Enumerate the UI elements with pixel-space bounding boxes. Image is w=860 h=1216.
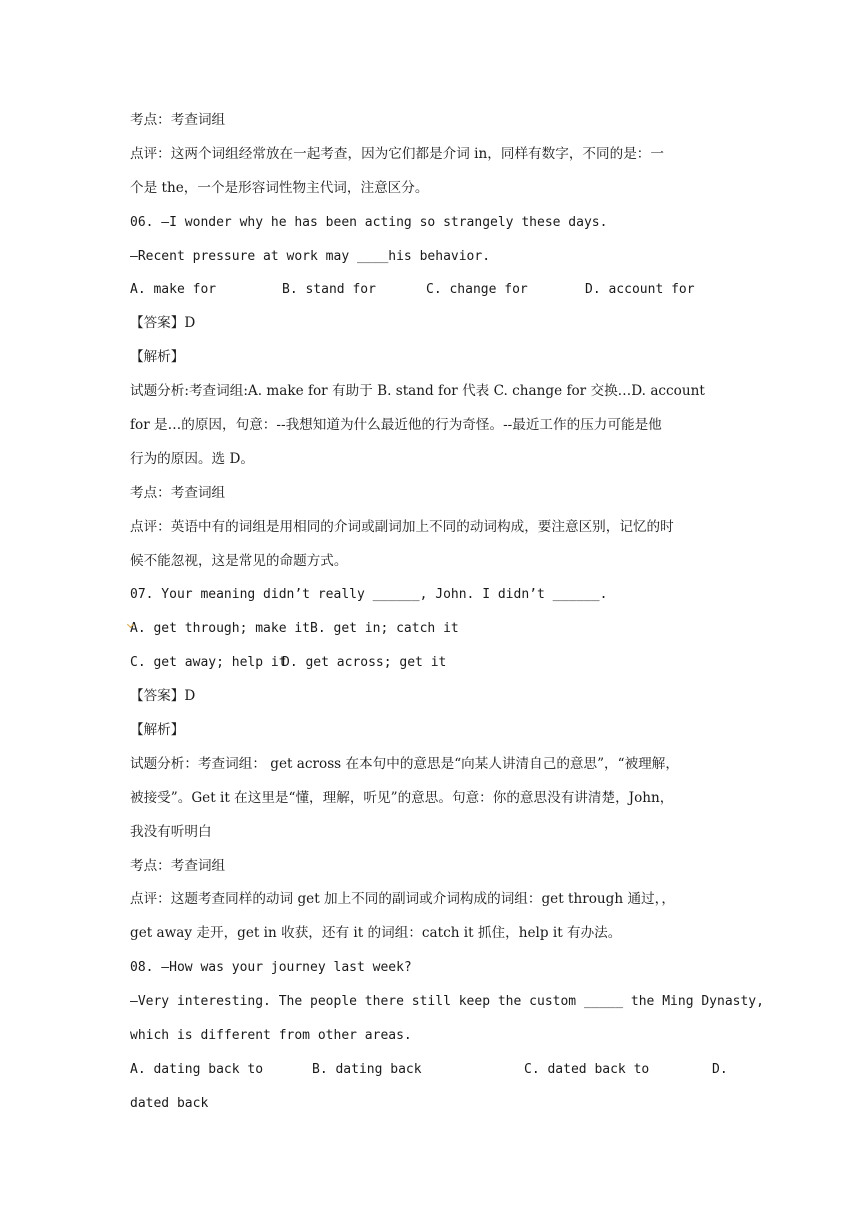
analysis-07-line2: 被接受”。Get it 在这里是“懂，理解，听见”的意思。句意：你的意思没有讲清楚，John， [130,789,674,806]
option-08-a: A. dating back to [130,1061,264,1077]
option-08-b: B. dating back [312,1061,422,1077]
dianping-06-line2: 候不能忽视，这是常见的命题方式。 [130,552,348,569]
option-07-a: A. get through; make it [130,621,311,637]
answer-07: 【答案】D [130,688,196,705]
analysis-07-heading: 【解析】 [130,722,185,739]
analysis-06-line2: for 是…的原因，句意：--我想知道为什么最近他的行为奇怪。--最近工作的压力可能是他 [130,417,662,434]
dianping-07-line1: 点评：这题考查同样的动词 get 加上不同的副词或介词构成的词组：get through 通过，， [130,891,676,908]
analysis-07-line1: 试题分析：考查词组： get across 在本句中的意思是“向某人讲清自己的意思”，“被理解， [130,755,679,772]
option-06-a: A. make for [130,282,217,298]
option-06-d: D. account for [585,282,695,298]
option-08-c: C. dated back to [524,1061,650,1077]
option-06-b: B. stand for [282,282,376,298]
question-07-options-row1 [130,612,730,646]
question-08-options [130,1053,730,1087]
analysis-06-line1: 试题分析:考查词组:A. make for 有助于 B. stand for 代表 C. change for 交换…D. account [130,383,705,400]
question-06-stem: 06. —I wonder why he has been acting so strangely these days. [130,214,608,230]
option-06-c: C. change for [426,282,528,298]
question-07-stem: 07. Your meaning didn’t really ______, John. I didn’t ______. [130,587,608,603]
document-page [130,104,764,1121]
kaodian-05: 考点：考查词组 [130,112,226,128]
option-08-d: D. [712,1061,728,1077]
question-06-options [130,273,730,307]
question-08-reply-line2: which is different from other areas. [130,1028,412,1044]
analysis-06-line3: 行为的原因。选 D。 [130,450,254,467]
question-07-options-row2 [130,646,730,680]
question-08-reply-line1: —Very interesting. The people there still keep the custom _____ the Ming Dynasty, [130,994,764,1010]
option-07-c: C. get away; help it [130,655,287,671]
option-08-d-continued: dated back [130,1095,209,1111]
analysis-06-heading: 【解析】 [130,349,185,366]
kaodian-07: 考点：考查词组 [130,857,226,874]
option-07-d: D. get across; get it [282,655,447,671]
dianping-05-line2: 个是 the，一个是形容词性物主代词，注意区分。 [130,179,429,196]
dianping-05-line1: 点评：这两个词组经常放在一起考查，因为它们都是介词 in，同样有数字，不同的是：一 [130,145,664,162]
analysis-07-line3: 我没有听明白 [130,823,212,840]
option-07-b: B. get in; catch it [310,621,459,637]
dianping-06-line1: 点评：英语中有的词组是用相同的介词或副词加上不同的动词构成，要注意区别，记忆的时 [130,518,674,535]
question-06-reply: —Recent pressure at work may ____his behavior. [130,248,491,264]
dianping-07-line2: get away 走开，get in 收获，还有 it 的词组：catch it 抓住，help it 有办法。 [130,925,622,942]
question-08-stem: 08. —How was your journey last week? [130,960,412,976]
answer-06: 【答案】D [130,315,196,332]
kaodian-06: 考点：考查词组 [130,484,226,501]
